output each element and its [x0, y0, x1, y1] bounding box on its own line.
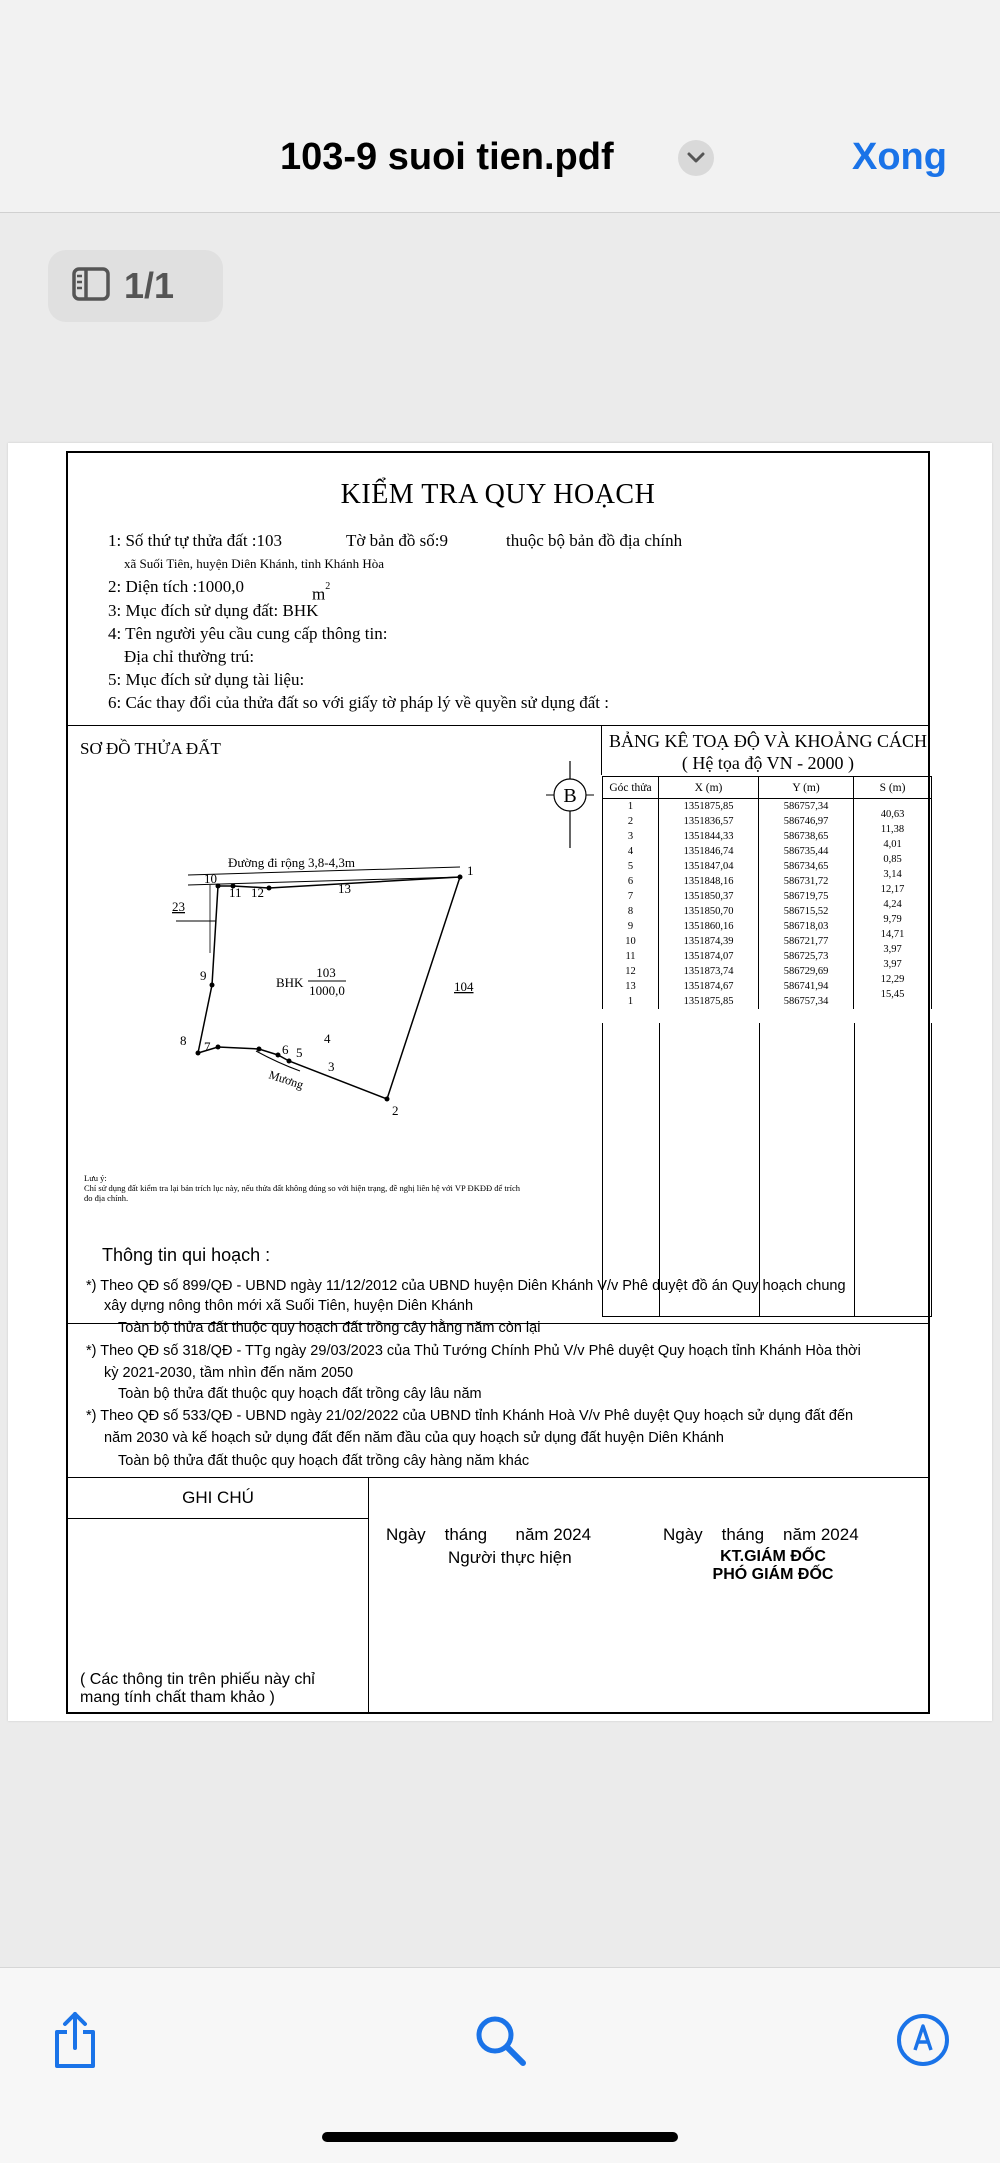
sidebar-icon: [72, 267, 110, 306]
table-cell: 10: [603, 934, 659, 949]
table-cell: 1: [603, 799, 659, 815]
ghichu-divider: [68, 1518, 368, 1519]
pdf-page: [8, 443, 992, 1721]
distance-value: 3,97: [883, 944, 902, 955]
planning-line: xây dựng nông thôn mới xã Suối Tiên, huyện Diên Khánh: [104, 1298, 474, 1314]
planning-line: năm 2030 và kế hoạch sử dụng đất đến năm đầu của quy hoạch sử dụng đất huyện Diên Khánh: [104, 1430, 724, 1446]
table-cell: 1351836,57: [659, 814, 759, 829]
table-row: [603, 919, 932, 934]
done-button[interactable]: Xong: [852, 136, 947, 178]
coord-title: BẢNG KÊ TOẠ ĐỘ VÀ KHOẢNG CÁCH ( Hệ tọa độ VN - 2000 ): [608, 731, 927, 773]
table-cell: 1351847,04: [659, 859, 759, 874]
disclaimer: ( Các thông tin trên phiếu này chỉ mang tính chất tham khảo ): [80, 1671, 315, 1706]
table-cell: 9: [603, 919, 659, 934]
info-line-2: 2: Diện tích :1000,0: [108, 577, 244, 596]
distance-value: 12,29: [880, 974, 905, 985]
table-row: [603, 979, 932, 994]
distance-value: 3,14: [883, 869, 902, 880]
svg-text:104: 104: [454, 979, 474, 994]
markup-icon[interactable]: [893, 2010, 953, 2070]
svg-text:6: 6: [282, 1042, 289, 1057]
distance-cell: [854, 814, 932, 835]
table-row: [603, 964, 932, 979]
info-line-1: 1: Số thứ tự thửa đất :103: [108, 531, 283, 550]
table-cell: 1351875,85: [659, 994, 759, 1009]
table-blank-area: [602, 1023, 932, 1317]
table-row: [603, 844, 932, 859]
table-row: [603, 829, 932, 844]
distance-cell: [854, 859, 932, 880]
planning-line: Toàn bộ thửa đất thuộc quy hoạch đất trồng cây lâu năm: [118, 1386, 482, 1402]
svg-text:2: 2: [392, 1103, 399, 1118]
svg-text:Mương: Mương: [267, 1067, 306, 1092]
table-cell: 1351846,74: [659, 844, 759, 859]
info-unit: $m^2$: [312, 581, 331, 604]
table-cell: 1351873,74: [659, 964, 759, 979]
info-line-5: 5: Mục đích sử dụng tài liệu:: [108, 670, 305, 689]
table-cell: 586738,65: [759, 829, 854, 844]
info-line-3: 3: Mục đích sử dụng đất: BHK: [108, 601, 319, 620]
document-frame: [66, 451, 930, 1714]
page-count: 1/1: [124, 265, 175, 306]
executor-label: Người thực hiện: [448, 1548, 572, 1567]
distance-value: 12,17: [880, 884, 905, 895]
page-indicator[interactable]: [48, 250, 223, 322]
table-cell: 586741,94: [759, 979, 854, 994]
table-cell: 586719,75: [759, 889, 854, 904]
share-icon[interactable]: [45, 2010, 105, 2070]
distance-value: 9,79: [883, 914, 902, 925]
table-cell: 586731,72: [759, 874, 854, 889]
planning-line: Toàn bộ thửa đất thuộc quy hoạch đất trồng cây hằng năm còn lại: [118, 1320, 541, 1336]
planning-line: Toàn bộ thửa đất thuộc quy hoạch đất trồng cây hàng năm khác: [118, 1453, 530, 1469]
table-cell: 586721,77: [759, 934, 854, 949]
distance-cell: [854, 994, 932, 1009]
document-title[interactable]: 103-9 suoi tien.pdf: [280, 136, 614, 178]
distance-cell: [854, 904, 932, 925]
svg-text:BHK: BHK: [276, 975, 304, 990]
table-cell: 586718,03: [759, 919, 854, 934]
parcel-sketch: [68, 753, 602, 1173]
table-cell: 586757,34: [759, 799, 854, 815]
table-row: [603, 814, 932, 829]
table-cell: 1351874,39: [659, 934, 759, 949]
table-cell: 1351850,37: [659, 889, 759, 904]
distance-cell: [854, 889, 932, 910]
section-divider: [68, 1477, 928, 1478]
distance-value: 0,85: [883, 854, 902, 865]
table-cell: 586757,34: [759, 994, 854, 1009]
svg-text:13: 13: [338, 881, 351, 896]
svg-text:1000,0: 1000,0: [309, 983, 345, 998]
table-cell: 7: [603, 889, 659, 904]
table-header-row: [603, 777, 932, 799]
distance-value: 4,24: [883, 899, 902, 910]
table-row: [603, 934, 932, 949]
table-cell: 11: [603, 949, 659, 964]
svg-text:10: 10: [204, 871, 217, 886]
col-header: Y (m): [759, 777, 854, 799]
navigation-bar: [0, 0, 1000, 213]
section-divider: [68, 725, 928, 726]
planning-line: *) Theo QĐ số 318/QĐ - TTg ngày 29/03/2023 của Thủ Tướng Chính Phủ V/v Phê duyệt Quy hoạch tỉnh Khánh Hòa thời: [86, 1343, 861, 1359]
date-director: Ngày tháng năm 2024: [663, 1525, 859, 1544]
distance-value: 15,45: [880, 989, 905, 1000]
info-map-sheet: Tờ bản đồ số:9: [346, 531, 449, 550]
table-cell: 1351848,16: [659, 874, 759, 889]
table-cell: 586734,65: [759, 859, 854, 874]
doc-title: KIỂM TRA QUY HOẠCH: [340, 479, 656, 510]
table-cell: 1351860,16: [659, 919, 759, 934]
ghichu-label: GHI CHÚ: [182, 1488, 254, 1507]
svg-text:103: 103: [316, 965, 336, 980]
search-icon[interactable]: [470, 2010, 530, 2070]
table-row: [603, 904, 932, 919]
table-cell: 3: [603, 829, 659, 844]
coordinate-table: [602, 776, 932, 1009]
home-indicator: [322, 2132, 678, 2142]
table-cell: 13: [603, 979, 659, 994]
date-executor: Ngày tháng năm 2024: [386, 1525, 592, 1544]
svg-text:4: 4: [324, 1031, 331, 1046]
table-cell: 1351844,33: [659, 829, 759, 844]
road-label: Đường đi rộng 3,8-4,3m: [228, 855, 355, 870]
distance-cell: [854, 844, 932, 865]
distance-cell: [854, 934, 932, 955]
col-header: Góc thửa: [603, 777, 659, 799]
distance-value: 4,01: [883, 839, 902, 850]
info-map-set: thuộc bộ bản đồ địa chính: [506, 531, 683, 550]
info-line-4b: Địa chỉ thường trú:: [124, 647, 255, 666]
distance-cell: [854, 964, 932, 985]
svg-text:7: 7: [204, 1039, 211, 1054]
table-row: [603, 949, 932, 964]
distance-cell: [854, 949, 932, 970]
distance-cell: [854, 799, 932, 820]
svg-text:11: 11: [229, 885, 242, 900]
svg-text:9: 9: [200, 968, 207, 983]
svg-text:23: 23: [172, 899, 185, 914]
distance-cell: [854, 979, 932, 1000]
info-address: xã Suối Tiên, huyện Diên Khánh, tỉnh Khánh Hòa: [124, 556, 384, 571]
table-cell: 1351874,67: [659, 979, 759, 994]
distance-cell: [854, 874, 932, 895]
svg-text:1: 1: [467, 863, 474, 878]
svg-text:8: 8: [180, 1033, 187, 1048]
distance-value: 11,38: [880, 824, 905, 835]
distance-value: 40,63: [880, 809, 905, 820]
sketch-title: SƠ ĐỒ THỬA ĐẤT: [80, 739, 221, 758]
planning-line: *) Theo QĐ số 533/QĐ - UBND ngày 21/02/2022 của UBND tỉnh Khánh Hoà V/v Phê duyệt Quy hoạch sử dụng đất đến: [86, 1408, 854, 1424]
svg-text:12: 12: [251, 885, 264, 900]
table-cell: 586715,52: [759, 904, 854, 919]
table-cell: 8: [603, 904, 659, 919]
table-cell: 586735,44: [759, 844, 854, 859]
info-line-6: 6: Các thay đổi của thửa đất so với giấy tờ pháp lý về quyền sử dụng đất :: [108, 693, 609, 712]
info-line-4: 4: Tên người yêu cầu cung cấp thông tin:: [108, 624, 388, 643]
table-cell: 1351875,85: [659, 799, 759, 815]
col-header: S (m): [854, 777, 932, 799]
chevron-down-icon[interactable]: [678, 140, 714, 176]
table-cell: 586725,73: [759, 949, 854, 964]
svg-text:5: 5: [296, 1045, 303, 1060]
table-cell: 586746,97: [759, 814, 854, 829]
table-cell: 6: [603, 874, 659, 889]
table-row: [603, 874, 932, 889]
planning-line: kỳ 2021-2030, tầm nhìn đến năm 2050: [104, 1365, 354, 1381]
distance-value: 14,71: [880, 929, 905, 940]
table-row: [603, 994, 932, 1009]
compass-label: B: [563, 785, 577, 807]
svg-text:3: 3: [328, 1059, 335, 1074]
sign-title: KT.GIÁM ĐỐC PHÓ GIÁM ĐỐC: [712, 1548, 834, 1583]
note: Lưu ý: Chỉ sử dụng đất kiểm tra lại bản trích lục này, nếu thửa đất không đúng so với hiện trạng, đề nghị liên hệ với VP ĐKĐĐ để trích đo địa chính.: [84, 1173, 520, 1203]
table-row: [603, 889, 932, 904]
distance-value: 3,97: [883, 959, 902, 970]
table-cell: 2: [603, 814, 659, 829]
table-cell: 586729,69: [759, 964, 854, 979]
distance-cell: [854, 919, 932, 940]
col-header: X (m): [659, 777, 759, 799]
table-cell: 4: [603, 844, 659, 859]
table-row: [603, 859, 932, 874]
table-cell: 12: [603, 964, 659, 979]
planning-heading: Thông tin qui hoạch :: [102, 1245, 271, 1265]
planning-line: *) Theo QĐ số 899/QĐ - UBND ngày 11/12/2012 của UBND huyện Diên Khánh V/v Phê duyệt đồ án Quy hoạch chung: [86, 1278, 846, 1294]
table-cell: 1351850,70: [659, 904, 759, 919]
bottom-toolbar: [0, 1967, 1000, 2163]
table-cell: 1: [603, 994, 659, 1009]
table-cell: 1351874,07: [659, 949, 759, 964]
distance-cell: [854, 829, 932, 850]
table-row: [603, 799, 932, 815]
table-cell: 5: [603, 859, 659, 874]
